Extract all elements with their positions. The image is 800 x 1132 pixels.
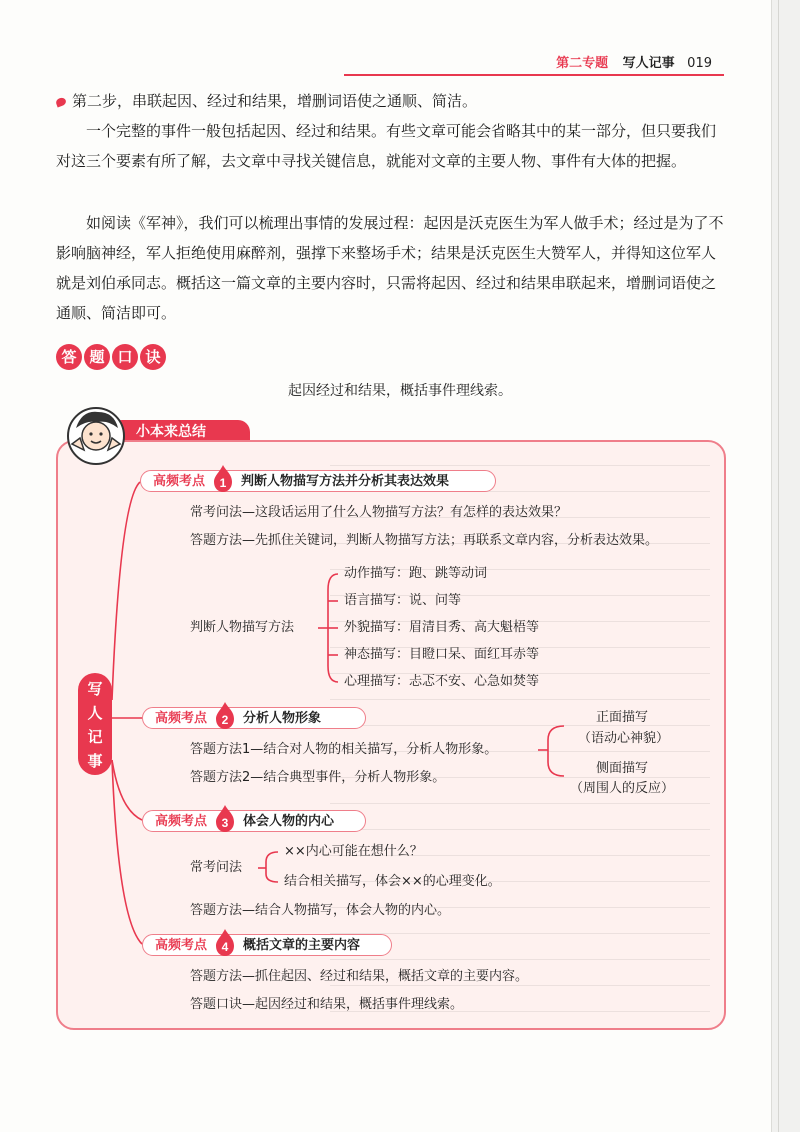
front-description: 正面描写 <box>596 710 649 725</box>
p1-judge-label: 判断人物描写方法 <box>190 620 295 635</box>
header-chapter: 写人记事 <box>622 56 675 71</box>
svg-text:3: 3 <box>221 816 229 830</box>
flame-number-3-icon <box>214 805 236 833</box>
koujue-char: 诀 <box>140 344 166 370</box>
koujue-char: 题 <box>84 344 110 370</box>
side-description-sub: （周围人的反应） <box>570 781 675 796</box>
p3-answer: 答题方法—结合人物描写，体会人物的内心。 <box>190 903 451 918</box>
p4-answer: 答题方法—抓住起因、经过和结果，概括文章的主要内容。 <box>190 969 529 984</box>
p2-method-1: 答题方法1—结合对人物的相关描写，分析人物形象。 <box>190 742 498 757</box>
p2-method-2: 答题方法2—结合典型事件，分析人物形象。 <box>190 770 446 785</box>
header-section: 第二专题 <box>556 56 609 71</box>
koujue-char: 答 <box>56 344 82 370</box>
svg-text:1: 1 <box>219 476 227 490</box>
koujue-char: 口 <box>112 344 138 370</box>
side-description: 侧面描写 <box>596 761 649 776</box>
point-1-tag: 高频考点 判断人物描写方法并分析其表达效果 <box>140 470 496 492</box>
flame-number-1-icon <box>212 465 234 493</box>
svg-text:4: 4 <box>221 940 229 954</box>
p4-koujue: 答题口诀—起因经过和结果，概括事件理线索。 <box>190 997 464 1012</box>
p3-question-1: ××内心可能在想什么？ <box>284 844 423 859</box>
point-4-tag: 高频考点 概括文章的主要内容 <box>142 934 392 956</box>
front-description-sub: （语动心神貌） <box>578 731 670 746</box>
point-3-tag: 高频考点 体会人物的内心 <box>142 810 366 832</box>
step-title: 第二步，串联起因、经过和结果，增删词语使之通顺、简洁。 <box>56 86 726 116</box>
method-item: 动作描写：跑、跳等动词 <box>344 566 488 581</box>
point-2-tag: 高频考点 分析人物形象 <box>142 707 366 729</box>
paragraph-2: 如阅读《军神》，我们可以梳理出事情的发展过程：起因是沃克医生为军人做手术；经过是为了不影响脑神经，军人拒绝使用麻醉剂，强撑下来整场手术；结果是沃克医生大赞军人，并得知这位军人就是刘伯承同志。概括这一篇文章的主要内容时，只需将起因、经过和结果串联起来，增删词语使之通顺、简洁即可。 <box>56 214 724 322</box>
method-item: 神态描写：目瞪口呆、面红耳赤等 <box>344 647 540 662</box>
p3-question-2: 结合相关描写，体会××的心理变化。 <box>284 874 501 889</box>
page-number: 019 <box>687 56 712 71</box>
paragraph-1: 一个完整的事件一般包括起因、经过和结果。有些文章可能会省略其中的某一部分，但只要我们对这三个要素有所了解，去文章中寻找关键信息，就能对文章的主要人物、事件有大体的把握。 <box>56 122 717 170</box>
root-node-xieren-jishi: 写 人 记 事 <box>78 673 112 775</box>
svg-text:2: 2 <box>221 713 229 727</box>
koujue-motto: 起因经过和结果，概括事件理线索。 <box>288 383 512 399</box>
flame-number-4-icon <box>214 929 236 957</box>
summary-tab: 小本来总结 <box>110 420 250 444</box>
p3-question-label: 常考问法 <box>190 860 243 875</box>
method-item: 外貌描写：眉清目秀、高大魁梧等 <box>344 620 540 635</box>
method-item: 语言描写：说、问等 <box>344 593 462 608</box>
p1-question: 常考问法—这段话运用了什么人物描写方法？有怎样的表达效果？ <box>190 505 568 520</box>
flame-number-2-icon <box>214 702 236 730</box>
p1-answer: 答题方法—先抓住关键词，判断人物描写方法；再联系文章内容，分析表达效果。 <box>190 533 659 548</box>
method-item: 心理描写：忐忑不安、心急如焚等 <box>344 674 540 689</box>
